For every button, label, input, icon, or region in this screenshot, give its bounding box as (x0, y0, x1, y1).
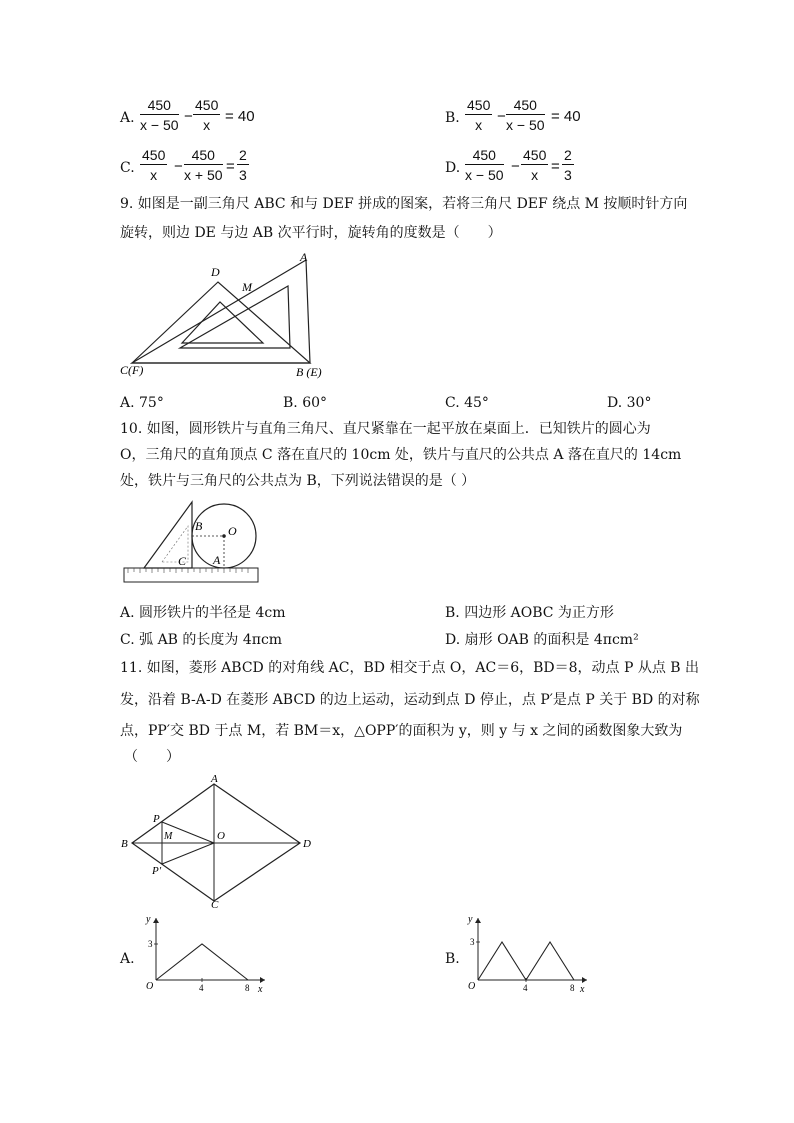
origin-label: O (468, 981, 476, 992)
equation-rhs: = 40 (225, 108, 255, 125)
q10-text-line2: O，三角尺的直角顶点 C 落在直尺的 10cm 处，铁片与直尺的公共点 A 落在直尺的 14cm (120, 447, 682, 463)
x-axis-arrow (582, 977, 587, 983)
fraction: $\frac{450}{x}$ (142, 147, 166, 183)
q11-text-line4: （ ） (124, 749, 180, 765)
x-tick-label-end: 8 (570, 983, 575, 993)
ruler (124, 568, 258, 582)
fraction: $\frac{450}{x - 50}$ (140, 97, 179, 133)
y-tick-label: 3 (148, 939, 153, 949)
label-a: A (211, 773, 218, 785)
label-m: M (164, 831, 173, 842)
label-p-prime: P′ (152, 865, 162, 877)
minus-sign: − (174, 158, 183, 175)
label-o: O (217, 830, 225, 842)
x-axis-label: x (258, 984, 263, 995)
q11-graph-b (462, 912, 592, 1002)
triangle-def-inner (182, 302, 263, 343)
triangle-def (132, 282, 310, 363)
y-axis-arrow (153, 918, 159, 923)
fraction: $\frac{450}{x}$ (523, 147, 547, 183)
equation-rhs: = 40 (551, 108, 581, 125)
q10-text-line3: 处，铁片与三角尺的公共点为 B，下列说法错误的是（ ） (120, 473, 476, 489)
label-m: M (242, 280, 252, 294)
segment-op-prime (162, 843, 214, 864)
option-label: C. (120, 160, 135, 176)
equals-sign: = (551, 158, 560, 175)
minus-sign: − (497, 108, 506, 125)
label-c: C (211, 899, 219, 911)
q11-text-line3: 点，PP′交 BD 于点 M，若 BM＝x，△OPP′的面积为 y，则 y 与 x 之间的函数图象大致为 (120, 723, 683, 739)
x-tick-label-mid: 4 (523, 983, 528, 993)
q9-option-d: D. 30° (607, 395, 652, 411)
q9-option-b: B. 60° (283, 395, 328, 411)
y-axis-arrow (475, 918, 481, 923)
x-axis-arrow (260, 977, 265, 983)
minus-sign: − (511, 158, 520, 175)
option-label: B. (445, 110, 460, 126)
q11-text-line1: 11. 如图，菱形 ABCD 的对角线 AC，BD 相交于点 O，AC＝6，BD＝8，动点 P 从点 B 出 (120, 660, 700, 676)
q11-graph-a (140, 912, 270, 1002)
label-p: P (153, 813, 160, 825)
label-b-e: B (E) (296, 365, 322, 379)
origin-label: O (146, 981, 154, 992)
graph-b-curve (478, 942, 574, 980)
label-a: A (300, 250, 308, 264)
y-axis-label: y (146, 914, 151, 925)
label-c: C (178, 554, 187, 568)
q9-text-line1: 9. 如图是一副三角尺 ABC 和与 DEF 拼成的图案，若将三角尺 DEF 绕点 M 按顺时针方向 (120, 196, 688, 212)
fraction: $\frac{2}{3}$ (239, 147, 247, 183)
q9-option-a: A. 75° (120, 395, 164, 411)
x-tick-label-mid: 4 (199, 983, 204, 993)
q9-text-line2: 旋转，则边 DE 与边 AB 次平行时，旋转角的度数是（ ） (120, 225, 502, 241)
x-tick-label-end: 8 (245, 983, 250, 993)
minus-sign: − (184, 108, 193, 125)
fraction: $\frac{450}{x - 50}$ (506, 97, 545, 133)
y-tick-label: 3 (470, 937, 475, 947)
label-b: B (121, 838, 128, 850)
q11-text-line2: 发，沿着 B-A-D 在菱形 ABCD 的边上运动，运动到点 D 停止，点 P′是点 P 关于 BD 的对称 (120, 692, 700, 708)
y-axis-label: y (468, 914, 473, 925)
label-a: A (213, 553, 221, 567)
q11-option-b-label: B. (445, 951, 460, 967)
x-axis-label: x (580, 984, 585, 995)
q10-circle-ruler-figure (118, 496, 263, 588)
label-c-f: C(F) (120, 363, 144, 377)
label-d: D (303, 838, 311, 850)
q10-text-line1: 10. 如图，圆形铁片与直角三角尺、直尺紧靠在一起平放在桌面上．已知铁片的圆心为 (120, 421, 651, 437)
q9-triangle-figure (118, 250, 338, 380)
q9-option-c: C. 45° (445, 395, 489, 411)
fraction: $\frac{450}{x - 50}$ (465, 147, 504, 183)
option-label: D. (445, 160, 461, 176)
graph-a-curve (156, 944, 248, 980)
q10-option-b: B. 四边形 AOBC 为正方形 (445, 605, 614, 621)
q10-option-d: D. 扇形 OAB 的面积是 4πcm² (445, 632, 639, 648)
label-d: D (211, 265, 220, 279)
fraction: $\frac{450}{x}$ (467, 97, 491, 133)
equals-sign: = (226, 158, 235, 175)
q10-option-c: C. 弧 AB 的长度为 4πcm (120, 632, 283, 648)
fraction: $\frac{2}{3}$ (564, 147, 572, 183)
q10-option-a: A. 圆形铁片的半径是 4cm (120, 605, 286, 621)
label-o: O (228, 524, 237, 538)
q11-option-a-label: A. (120, 951, 135, 967)
fraction: $\frac{450}{x}$ (195, 97, 219, 133)
option-label: A. (120, 110, 135, 126)
label-b: B (195, 519, 203, 533)
ruler-ticks (128, 568, 248, 573)
q11-rhombus-figure (118, 773, 318, 911)
fraction: $\frac{450}{x + 50}$ (184, 147, 223, 183)
